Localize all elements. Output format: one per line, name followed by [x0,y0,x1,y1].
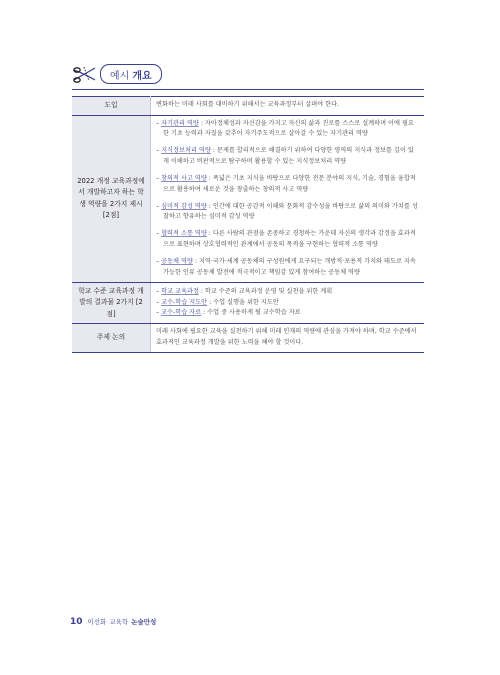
table-row [72,115,424,282]
competency-name: 창의적 사고 역량 [161,174,207,182]
list-item: – 심미적 감성 역량 : 인간에 대한 공감적 이해와 문화적 감수성을 바탕으로 삶의 의미와 가치를 성찰하고 향유하는 심미적 감성 역량 [156,202,418,221]
result-name: 교수-학습 지도안 [161,298,208,306]
list-item: – 교수-학습 자료 : 수업 중 사용하게 될 교수학습 자료 [156,309,301,317]
result-desc: : 수업 실행을 위한 지도안 [207,298,279,306]
section-header [72,62,162,86]
list-item: – 지식정보처리 역량 : 문제를 합리적으로 해결하기 위하여 다양한 영역의 지식과 정보를 깊이 있게 이해하고 비판적으로 탐구하며 활용할 수 있는 지식정보처리 역량 [156,147,414,166]
header-title: 개요 [132,70,152,82]
competency-name: 협력적 소통 역량 [161,230,207,238]
header-divider [72,89,424,90]
competency-desc: : 문제를 합리적으로 해결하기 위하여 다양한 영역의 지식과 정보를 깊이 있게 이해하고 비판적으로 탐구하며 활용할 수 있는 지식정보처리 역량 [163,147,414,166]
competency-name: 자기관리 역량 [161,119,199,127]
overview-table [72,96,424,353]
footer-series: 논술만성 [131,618,157,626]
discussion-text: 미래 사회에 필요한 교육을 실천하기 위해 미래 인재의 역량에 관심을 가져야 하며, 학교 수준에서 효과적인 교육과정 개발을 위한 노력을 해야 할 것이다. [156,328,417,347]
header-prefix: 예시 [110,70,130,82]
table-row [72,97,424,116]
result-desc: : 학교 수준의 교육과정 운영 및 실천을 위한 계획 [198,287,333,295]
list-item: – 공동체 역량 : 지역·국가·세계 공동체의 구성원에게 요구되는 개방적·포용적 가치와 태도로 지속 가능한 인류 공동체 발전에 적극적이고 책임감 있게 참여하는 공동체 역량 [156,257,416,276]
row-label: 2022 개정 교육과정에서 개발하고자 하는 학생 역량을 2가지 제시 [2점] [72,115,151,282]
footer-author: 이선화 [87,618,107,626]
competency-desc: : 폭넓은 기초 지식을 바탕으로 다양한 전문 분야의 지식, 기술, 경험을 융합적으로 활용하여 새로운 것을 창출하는 창의적 사고 역량 [163,174,416,193]
competency-desc: : 지역·국가·세계 공동체의 구성원에게 요구되는 개방적·포용적 가치와 태도로 지속 가능한 인류 공동체 발전에 적극적이고 책임감 있게 참여하는 공동체 역량 [163,257,416,276]
competency-name: 공동체 역량 [161,257,193,265]
competency-desc: : 자아정체성과 자신감을 가지고 자신의 삶과 진로를 스스로 설계하며 이에 필요한 기초 능력과 자질을 갖추어 자기주도적으로 살아갈 수 있는 자기관리 역량 [163,119,414,138]
row-content [151,324,425,353]
table-row [72,324,424,353]
table-row [72,282,424,324]
list-item: – 교수-학습 지도안 : 수업 실행을 위한 지도안 [156,298,279,306]
competency-name: 지식정보처리 역량 [161,147,211,155]
intro-text: 변화하는 미래 사회를 대비하기 위해서는 교육과정부터 살펴야 한다. [156,101,340,109]
scissors-icon [72,63,98,85]
result-name: 교수-학습 자료 [161,309,202,317]
competency-desc: : 다른 사람의 관점을 존중하고 경청하는 가운데 자신의 생각과 감정을 효과적으로 표현하며 상호협력적인 관계에서 공동의 목적을 구현하는 협력적 소통 역량 [163,230,416,249]
list-item: – 창의적 사고 역량 : 폭넓은 기초 지식을 바탕으로 다양한 전문 분야의 지식, 기술, 경험을 융합적으로 활용하여 새로운 것을 창출하는 창의적 사고 역량 [156,174,416,193]
row-label: 학교 수준 교육과정 개발의 결과물 2가지 [2점] [72,282,151,324]
row-content [151,282,425,324]
row-label: 도입 [72,97,151,116]
result-name: 학교 교육과정 [161,287,199,295]
competency-desc: : 인간에 대한 공감적 이해와 문화적 감수성을 바탕으로 삶의 의미와 가치를 성찰하고 향유하는 심미적 감성 역량 [163,202,418,221]
list-item: – 학교 교육과정 : 학교 수준의 교육과정 운영 및 실천을 위한 계획 [156,287,333,295]
list-item: – 자기관리 역량 : 자아정체성과 자신감을 가지고 자신의 삶과 진로를 스스로 설계하며 이에 필요한 기초 능력과 자질을 갖추어 자기주도적으로 살아갈 수 있는 자기관리 역량 [156,119,414,138]
row-content [151,115,425,282]
result-desc: : 수업 중 사용하게 될 교수학습 자료 [201,309,301,317]
list-item: – 협력적 소통 역량 : 다른 사람의 관점을 존중하고 경청하는 가운데 자신의 생각과 감정을 효과적으로 표현하며 상호협력적인 관계에서 공동의 목적을 구현하는 협력적 소통 역량 [156,230,416,249]
row-label: 주제 논의 [72,324,151,353]
page-number: 10 [70,617,83,627]
competency-name: 심미적 감성 역량 [161,202,207,210]
footer-subject: 교육학 [109,618,129,626]
page-footer [70,617,156,627]
row-content [151,97,425,116]
example-overview-tag [100,64,162,84]
